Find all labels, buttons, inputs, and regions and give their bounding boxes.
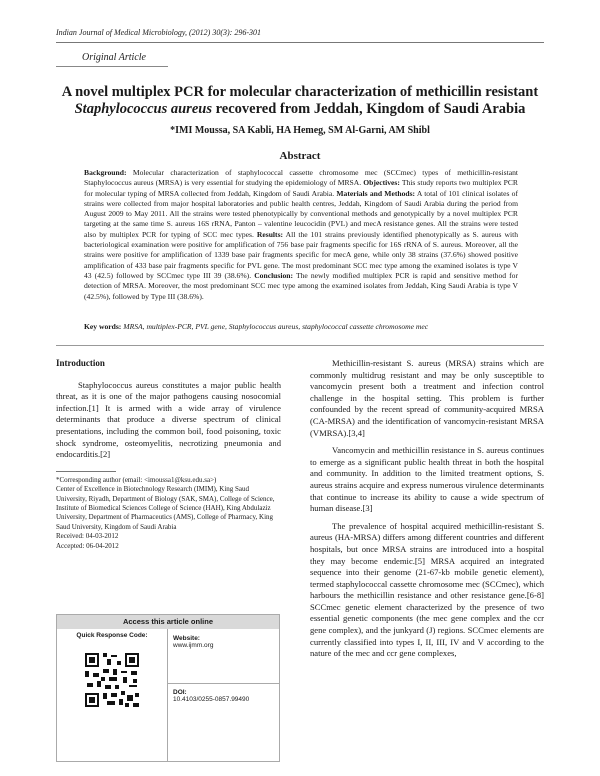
qr-code-icon[interactable] xyxy=(83,651,141,709)
abstract-results-text: All the 101 strains previously identified phenotypically as S. aureus with bacteriological examination were positive for amplification of 756 base pair fragments specific for 16S rRNA of S. aureus. Moreover, all the strains were positive for amplification of 1339 base pair fragments specific for mecA gene, while only 38 strains (37.6%) showed positive amplification of 433 base pair fragments specific for PVL gene. The most predominant SCC mec type among the examined isolates is type V 43 (42.5) followed by SCCmec type III 39 (38.6%). xyxy=(84,229,518,280)
abstract-methods-label: Materials and Methods: xyxy=(334,188,416,198)
correspondence-block xyxy=(56,476,281,551)
doi-link[interactable]: 10.4103/0255-0857.99490 xyxy=(173,696,250,703)
website-label: Website: xyxy=(173,635,200,642)
accepted-date: Accepted: 06-04-2012 xyxy=(56,541,119,550)
doi-label: DOI: xyxy=(173,689,187,696)
right-paragraph-2: Vancomycin and methicillin resistance in S. aureus continues to emerge as a significant public health threat in both the hospital and community. In addition to the limited treatment options, S. aureus strains acquire and express numerous virulence determinants that continue to increase its ability to cause a wide spectrum of human disease.[3] xyxy=(310,445,544,514)
keywords-list: MRSA, multiplex-PCR, PVL gene, Staphylococcus aureus, staphylococcal cassette chromosome mec xyxy=(121,322,429,331)
access-divider xyxy=(167,683,279,684)
title-line-1: A novel multiplex PCR for molecular characterization of methicillin resistant xyxy=(61,84,539,100)
affiliations: Center of Excellence in Biotechnology Research (IMIM), King Saud University, Riyadh, Department of Biology (SAK, SMA), College of Science, Institute of Biomedical Sciences College of Science (HAH), King Abdulaziz University, Department of Pharmaceutics (AMS), College of Pharmacy, King Saud University, Kingdom of Saudi Arabia xyxy=(56,485,275,531)
abstract-conclusion-text: The newly modified multiplex PCR is rapid and sensitive method for detection of MRSA. Moreover, the most predominant SCC mec type among the examined isolates from Jeddah, King Saudi Arabia is type V (42.5%), followed by Type III (38.6%). xyxy=(84,270,518,301)
left-column xyxy=(56,358,281,551)
abstract-heading: Abstract xyxy=(279,150,321,162)
abstract-background-text: Molecular characterization of staphylococcal cassette chromosome mec (SCCmec) types of methicillin-resistant Staphylococcus aureus (MRSA) is very essential for studying the epidemiology of MRSA. xyxy=(84,168,518,188)
abstract-background-label: Background: xyxy=(84,168,127,177)
qr-label: Quick Response Code: xyxy=(76,632,148,639)
keywords xyxy=(84,322,518,331)
abstract-body xyxy=(84,168,518,302)
website-block xyxy=(173,635,213,649)
abstract-objectives-label: Objectives: xyxy=(361,178,400,188)
keywords-label: Key words: xyxy=(84,322,122,331)
journal-citation: Indian Journal of Medical Microbiology, (2012) 30(3): 296-301 xyxy=(56,28,261,37)
access-heading: Access this article online xyxy=(57,615,279,629)
abstract-methods-text: A total of 101 clinical isolates of strains were collected from major hospital laboratories and public health centres, Jeddah, Kingdom of Saudi Arabia during the period from August 2009 to May 2011. All the strains were tested phenotypically by conventional methods and genotypically by a novel multiplex PCR targeting at the same time S. aureus 16S rRNA, Panton – valentine leucocidin (PVL) and mecA resistance genes. All the strains were tested also by multiplex PCR for typing of SCC mec types. xyxy=(84,188,518,239)
title-organism: Staphylococcus aureus xyxy=(74,101,212,117)
right-paragraph-1: Methicillin-resistant S. aureus (MRSA) strains which are commonly multidrug resistant and may be only susceptible to vancomycin present both a treatment and infection control challenge in the hospital setting. This problem is further confounded by the recent spread of community-acquired MRSA (CA-MRSA) and the identification of vancomycin-resistant MRSA (VMRSA).[3,4] xyxy=(310,358,544,438)
section-divider xyxy=(56,345,544,346)
access-online-box xyxy=(56,614,280,762)
right-paragraph-3: The prevalence of hospital acquired methicillin-resistant S. aureus (HA-MRSA) differs among different countries and different hospitals, but once MRSA strains are introduced into a hospital they may become endemic.[5] MRSA acquired an integrated sequence into their genome (21-67-kb mobile genetic element), termed staphylococcal cassette chromosome mec (SCCmec), which harbours the methicillin resistance and other resistance gene.[6-8] SCCmec genetic element characterized by the presence of two essential genetic components (the mec gene complex and the ccr gene complex), and the junkyard (J) regions. SCCmec elements are currently classified into types I, II, III, IV and V according to the nature of the mec and ccr gene complexes, xyxy=(310,520,544,659)
qr-panel xyxy=(57,629,168,761)
abstract-conclusion-label: Conclusion: xyxy=(251,270,294,280)
header-rule xyxy=(56,42,544,43)
footnote-rule xyxy=(56,471,116,472)
article-title xyxy=(56,84,544,118)
title-line-2: recovered from Jeddah, Kingdom of Saudi Arabia xyxy=(211,101,526,117)
received-date: Received: 04-03-2012 xyxy=(56,532,119,541)
abstract-objectives-text: This study reports two multiplex PCR for molecular typing of MRSA collected from Jeddah, Kingdom of Saudi Arabia. xyxy=(84,178,519,198)
abstract-results-label: Results: xyxy=(253,229,284,239)
introduction-heading: Introduction xyxy=(56,358,105,368)
right-column xyxy=(310,358,544,666)
corresponding-author: *Corresponding author (email: <imoussa1@ksu.edu.sa>) xyxy=(56,475,217,484)
authors: *IMI Moussa, SA Kabli, HA Hemeg, SM Al-Garni, AM Shibl xyxy=(170,125,430,136)
article-type: Original Article xyxy=(82,52,146,63)
intro-paragraph-1: Staphylococcus aureus constitutes a major public health threat, as it is one of the major pathogens causing nosocomial infection.[1] It is armed with a wide array of virulence determinants that produce a diverse spectrum of clinical presentations, including the common boil, food poisoning, toxic shock syndrome, osteomyelitis, necrotizing pneumonia and endocarditis.[2] xyxy=(56,379,281,460)
doi-block xyxy=(173,689,249,703)
website-link[interactable]: www.ijmm.org xyxy=(173,642,214,649)
